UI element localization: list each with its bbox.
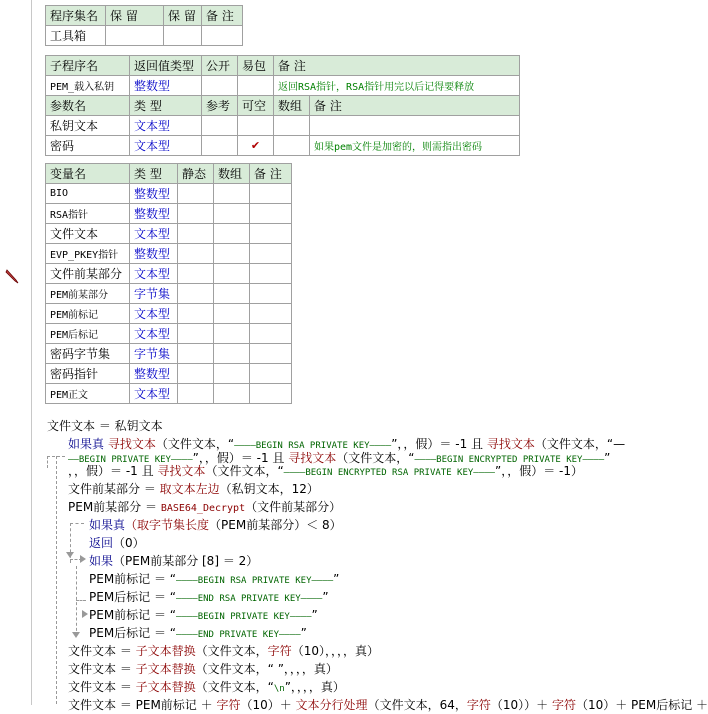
var-array[interactable]	[214, 344, 250, 364]
code-text: （文件文本，“ ”，，，，真）	[195, 662, 338, 676]
var-static[interactable]	[178, 384, 214, 404]
var-array[interactable]	[214, 304, 250, 324]
flow-line	[76, 600, 86, 601]
code-text: ”	[322, 590, 329, 604]
code-line[interactable]	[89, 534, 145, 552]
keyword: 如果真	[68, 437, 105, 451]
header-cell: 类 型	[130, 164, 178, 184]
sub-name[interactable]: PEM_载入私钥	[46, 76, 130, 96]
function: 寻找文本	[486, 437, 535, 451]
code-text: （文件文本，64，	[367, 698, 467, 712]
code-text: （文件文本，“	[195, 680, 274, 694]
header-cell: 公开	[202, 56, 238, 76]
string: ————BEGIN RSA PRIVATE KEY————	[234, 441, 392, 451]
function: 文本分行处理	[295, 698, 368, 712]
assembly-name[interactable]: 工具箱	[46, 26, 106, 46]
code-text: （PEM前某部分 [8] ＝ 2）	[113, 554, 259, 568]
var-type[interactable]: 整数型	[130, 364, 178, 384]
code-text: 文件文本 ＝ 私钥文本	[47, 419, 163, 433]
flow-arrow	[66, 552, 74, 558]
code-text: （PEM前某部分）＜ 8）	[209, 518, 342, 532]
code-text: PEM前某部分 ＝	[68, 500, 161, 514]
var-static[interactable]	[178, 184, 214, 204]
var-static[interactable]	[178, 344, 214, 364]
var-array[interactable]	[214, 204, 250, 224]
code-text: 文件文本 ＝	[68, 662, 136, 676]
code-text: （10），，，，真）	[291, 644, 379, 658]
var-name[interactable]: 密码指针	[46, 364, 130, 384]
var-note[interactable]	[250, 364, 292, 384]
header-cell: 备 注	[202, 6, 243, 26]
sub-return-type[interactable]: 整数型	[130, 76, 202, 96]
var-static[interactable]	[178, 204, 214, 224]
pencil-icon	[5, 268, 19, 284]
code-text: （文件前某部分）	[245, 500, 342, 514]
code-text: ”	[300, 626, 307, 640]
code-line[interactable]	[68, 498, 341, 516]
header-cell: 备 注	[274, 56, 520, 76]
param-name[interactable]: 密码	[46, 136, 130, 156]
sub-public[interactable]	[202, 76, 238, 96]
code-line[interactable]	[89, 516, 342, 534]
var-array[interactable]	[214, 184, 250, 204]
var-static[interactable]	[178, 284, 214, 304]
code-line[interactable]	[68, 660, 338, 678]
param-array[interactable]	[274, 136, 310, 156]
string: ————END PRIVATE KEY————	[176, 630, 301, 640]
cell[interactable]	[202, 26, 243, 46]
var-note[interactable]	[250, 384, 292, 404]
function: （取字节集长度	[125, 518, 210, 532]
code-line[interactable]	[68, 480, 319, 498]
param-nullable-check[interactable]: ✔	[238, 136, 274, 156]
code-line[interactable]	[89, 624, 307, 642]
flow-arrow	[72, 632, 80, 638]
assembly-table	[45, 5, 243, 46]
editor-gutter-line	[31, 0, 32, 705]
param-note[interactable]: 如果pem文件是加密的，则需指出密码	[310, 136, 520, 156]
var-type[interactable]: 字节集	[130, 284, 178, 304]
code-text: ”	[604, 451, 611, 465]
code-text: （文件文本，“	[155, 437, 235, 451]
var-type[interactable]: 整数型	[130, 204, 178, 224]
header-cell: 程序集名	[46, 6, 106, 26]
var-name[interactable]: 密码字节集	[46, 344, 130, 364]
var-type[interactable]: 整数型	[130, 244, 178, 264]
code-text: （10）＋ PEM后标记 ＋	[575, 698, 708, 712]
var-name[interactable]: PEM前某部分	[46, 284, 130, 304]
var-array[interactable]	[214, 384, 250, 404]
function: BASE64_Decrypt	[160, 503, 246, 514]
code-line[interactable]	[89, 588, 329, 606]
var-note[interactable]	[250, 284, 292, 304]
code-text: 文件文本 ＝ PEM前标记 ＋	[68, 698, 217, 712]
string: \n	[273, 684, 285, 694]
var-array[interactable]	[214, 284, 250, 304]
param-ref[interactable]	[202, 136, 238, 156]
var-note[interactable]	[250, 304, 292, 324]
function: 取文本左边	[159, 482, 220, 496]
code-text: ”，，假）＝ -1）	[494, 464, 583, 478]
header-cell: 数组	[214, 164, 250, 184]
keyword: 如果真	[89, 518, 126, 532]
variable-table	[45, 163, 292, 404]
code-text: 文件前某部分 ＝	[68, 482, 160, 496]
var-array[interactable]	[214, 364, 250, 384]
string: ————BEGIN PRIVATE KEY————	[176, 612, 312, 622]
function: 子文本替换	[135, 662, 196, 676]
param-type[interactable]: 文本型	[130, 136, 202, 156]
var-array[interactable]	[214, 264, 250, 284]
function: 字符	[216, 698, 241, 712]
code-line[interactable]	[68, 642, 379, 660]
keyword: 返回	[89, 536, 114, 550]
flow-line	[76, 566, 77, 636]
code-line[interactable]	[68, 678, 345, 696]
code-line[interactable]	[68, 462, 583, 480]
sub-note[interactable]: 返回RSA指针，RSA指针用完以后记得要释放	[274, 76, 520, 96]
var-note[interactable]	[250, 324, 292, 344]
string: ————BEGIN ENCRYPTED RSA PRIVATE KEY————	[283, 468, 495, 478]
header-cell: 类 型	[130, 96, 202, 116]
param-name[interactable]: 私钥文本	[46, 116, 130, 136]
header-cell: 备 注	[250, 164, 292, 184]
param-note[interactable]	[310, 116, 520, 136]
keyword: 如果	[89, 554, 114, 568]
code-text: 文件文本 ＝	[68, 680, 136, 694]
code-text: （文件文本，	[195, 644, 268, 658]
subroutine-table	[45, 55, 520, 156]
code-text: PEM前标记 ＝ “	[89, 572, 177, 586]
code-line[interactable]	[89, 570, 339, 588]
cell[interactable]	[164, 26, 202, 46]
header-cell: 子程序名	[46, 56, 130, 76]
var-static[interactable]	[178, 224, 214, 244]
function: 寻找文本	[288, 451, 337, 465]
header-cell: 备 注	[310, 96, 520, 116]
var-name[interactable]: EVP_PKEY指针	[46, 244, 130, 264]
function: 字符	[267, 644, 292, 658]
code-line[interactable]	[68, 696, 708, 714]
var-note[interactable]	[250, 244, 292, 264]
function: 子文本替换	[135, 644, 196, 658]
header-cell: 变量名	[46, 164, 130, 184]
var-name[interactable]: PEM前标记	[46, 304, 130, 324]
var-type[interactable]: 文本型	[130, 264, 178, 284]
var-note[interactable]	[250, 264, 292, 284]
var-type[interactable]: 文本型	[130, 324, 178, 344]
header-cell: 可空	[238, 96, 274, 116]
var-array[interactable]	[214, 324, 250, 344]
var-static[interactable]	[178, 244, 214, 264]
var-name[interactable]: RSA指针	[46, 204, 130, 224]
code-text: ”，，假）＝ -1 且	[391, 437, 487, 451]
code-text: （10）＋	[240, 698, 296, 712]
var-type[interactable]: 文本型	[130, 384, 178, 404]
header-cell: 易包	[238, 56, 274, 76]
code-text: （10））＋	[490, 698, 552, 712]
header-cell: 保 留	[164, 6, 202, 26]
flow-arrow	[80, 555, 86, 563]
sub-easy[interactable]	[238, 76, 274, 96]
function: 寻找文本	[157, 464, 206, 478]
header-cell: 参数名	[46, 96, 130, 116]
header-cell: 参考	[202, 96, 238, 116]
var-type[interactable]: 整数型	[130, 184, 178, 204]
var-static[interactable]	[178, 324, 214, 344]
var-type[interactable]: 文本型	[130, 304, 178, 324]
var-note[interactable]	[250, 344, 292, 364]
header-cell: 数组	[274, 96, 310, 116]
var-type[interactable]: 文本型	[130, 224, 178, 244]
flow-line	[47, 456, 48, 468]
string: ————BEGIN RSA PRIVATE KEY————	[176, 576, 334, 586]
code-text: 文件文本 ＝	[68, 644, 136, 658]
function: 字符	[551, 698, 576, 712]
flow-line	[70, 523, 84, 524]
param-nullable[interactable]	[238, 116, 274, 136]
function: 字符	[466, 698, 491, 712]
string: ————BEGIN ENCRYPTED PRIVATE KEY————	[414, 455, 605, 465]
header-cell: 返回值类型	[130, 56, 202, 76]
code-text: ”，，假）＝ -1 且	[192, 451, 289, 465]
var-name[interactable]: 文件前某部分	[46, 264, 130, 284]
flow-arrow	[82, 610, 88, 618]
var-name[interactable]: BIO	[46, 184, 130, 204]
code-text: （文件文本，“	[205, 464, 284, 478]
string: ——BEGIN PRIVATE KEY————	[68, 455, 193, 465]
var-name[interactable]: PEM后标记	[46, 324, 130, 344]
code-text: （私钥文本，12）	[219, 482, 319, 496]
code-line[interactable]	[89, 606, 318, 624]
var-static[interactable]	[178, 264, 214, 284]
var-name[interactable]: 文件文本	[46, 224, 130, 244]
code-text: PEM后标记 ＝ “	[89, 626, 177, 640]
var-name[interactable]: PEM正文	[46, 384, 130, 404]
var-type[interactable]: 字节集	[130, 344, 178, 364]
string: ————END RSA PRIVATE KEY————	[176, 594, 323, 604]
param-type[interactable]: 文本型	[130, 116, 202, 136]
var-note[interactable]	[250, 204, 292, 224]
function: 子文本替换	[135, 680, 196, 694]
code-text: ”，，，，真）	[284, 680, 345, 694]
code-text: ，，假）＝ -1 且	[68, 464, 158, 478]
flow-line	[56, 456, 57, 704]
param-array[interactable]	[274, 116, 310, 136]
code-text: PEM后标记 ＝ “	[89, 590, 177, 604]
code-text: ”	[333, 572, 340, 586]
var-static[interactable]	[178, 304, 214, 324]
code-text: （文件文本，“	[336, 451, 415, 465]
var-array[interactable]	[214, 244, 250, 264]
var-array[interactable]	[214, 224, 250, 244]
var-note[interactable]	[250, 184, 292, 204]
header-cell: 保 留	[106, 6, 164, 26]
code-line[interactable]	[47, 417, 163, 435]
var-static[interactable]	[178, 364, 214, 384]
cell[interactable]	[106, 26, 164, 46]
code-text: ”	[311, 608, 318, 622]
param-ref[interactable]	[202, 116, 238, 136]
code-text: （文件文本，“—	[534, 437, 626, 451]
var-note[interactable]	[250, 224, 292, 244]
function: 寻找文本	[107, 437, 156, 451]
header-cell: 静态	[178, 164, 214, 184]
code-text: PEM前标记 ＝ “	[89, 608, 177, 622]
code-text: （0）	[113, 536, 145, 550]
code-line[interactable]	[89, 552, 258, 570]
